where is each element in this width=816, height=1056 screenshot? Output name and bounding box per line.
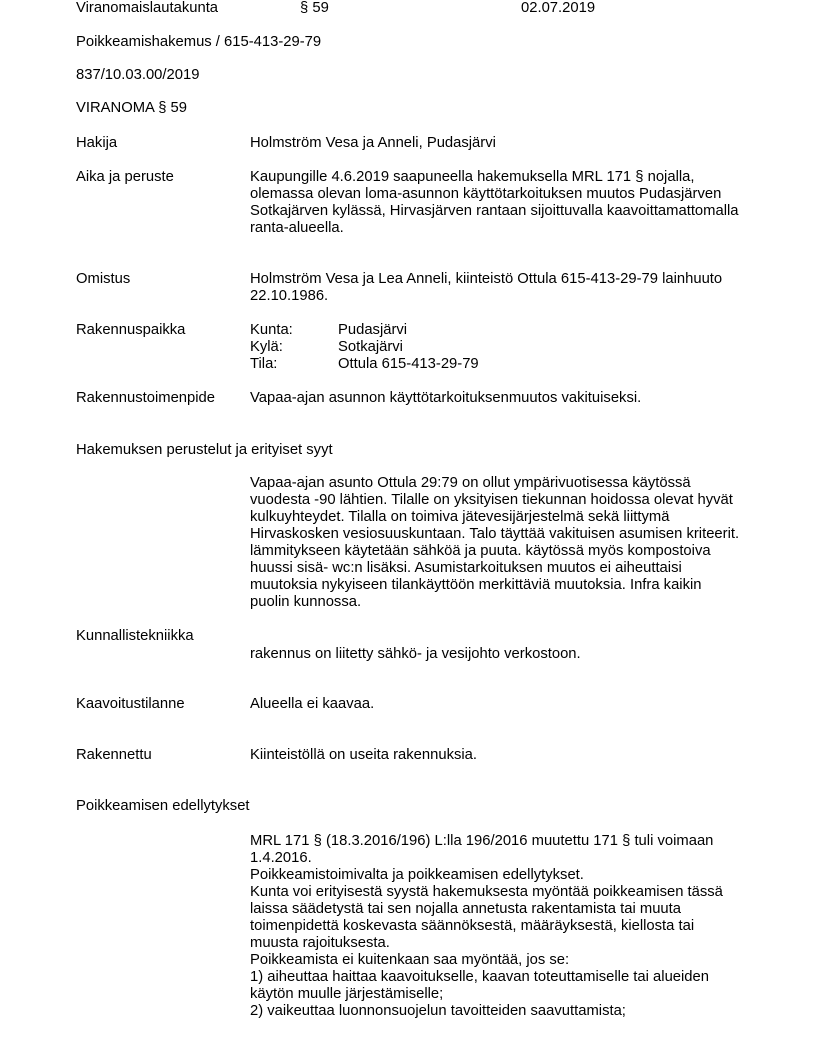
ownership-value	[250, 271, 722, 305]
text-line: Vapaa-ajan asunto Ottula 29:79 on ollut ympärivuotisessa käytössä	[250, 475, 691, 491]
built-value: Kiinteistöllä on useita rakennuksia.	[250, 747, 478, 763]
measure-value: Vapaa-ajan asunnon käyttötarkoituksenmuutos vakituiseksi.	[250, 390, 642, 406]
site-key-estate: Tila:	[250, 356, 278, 372]
conditions-text	[250, 833, 723, 1020]
site-value-municipality: Pudasjärvi	[338, 322, 408, 338]
built-label: Rakennettu	[76, 747, 152, 763]
zoning-value: Alueella ei kaavaa.	[250, 696, 375, 712]
utilities-label: Kunnallistekniikka	[76, 628, 194, 644]
ownership-label: Omistus	[76, 271, 131, 287]
text-line: käytön muulle järjestämiselle;	[250, 986, 444, 1002]
site-key-municipality: Kunta:	[250, 322, 293, 338]
text-line: Holmström Vesa ja Lea Anneli, kiinteistö Ottula 615-413-29-79 lainhuuto	[250, 271, 723, 287]
text-line: laissa säädetystä tai sen nojalla annetusta rakentamista tai muuta	[250, 901, 682, 917]
text-line: ranta-alueella.	[250, 220, 344, 236]
text-line: Hirvaskosken vesiosuuskuntaan. Talo täyttää vakituisen asumisen kriteerit.	[250, 526, 740, 542]
site-key-village: Kylä:	[250, 339, 283, 355]
text-line: Sotkajärven kylässä, Hirvasjärven rantaan sijoittuvalla kaavoittamattomalla	[250, 203, 739, 219]
text-line: huussi sisä- wc:n lisäksi. Asumistarkoituksen muutos ei aiheuttaisi	[250, 560, 682, 576]
text-line: 22.10.1986.	[250, 288, 329, 304]
section-number: § 59	[300, 0, 329, 16]
site-label: Rakennuspaikka	[76, 322, 186, 338]
text-line: Kunta voi erityisestä syystä hakemuksesta myöntää poikkeamisen tässä	[250, 884, 723, 900]
text-line: lämmitykseen käytetään sähköä ja puuta. käytössä myös kompostoiva	[250, 543, 711, 559]
text-line: Poikkeamistoimivalta ja poikkeamisen edellytykset.	[250, 867, 584, 883]
measure-label: Rakennustoimenpide	[76, 390, 216, 406]
case-title: Poikkeamishakemus / 615-413-29-79	[76, 34, 322, 50]
authority-section: VIRANOMA § 59	[76, 100, 188, 116]
applicant-label: Hakija	[76, 135, 118, 151]
grounds-text	[250, 475, 739, 611]
board-name: Viranomaislautakunta	[76, 0, 219, 16]
utilities-value: rakennus on liitetty sähkö- ja vesijohto verkostoon.	[250, 646, 581, 662]
text-line: olemassa olevan loma-asunnon käyttötarkoituksen muutos Pudasjärven	[250, 186, 722, 202]
site-value-estate: Ottula 615-413-29-79	[338, 356, 479, 372]
text-line: 1.4.2016.	[250, 850, 312, 866]
text-line: kulkuyhteydet. Tilalla on toimiva jätevesijärjestelmä sekä liittymä	[250, 509, 670, 525]
record-number: 837/10.03.00/2019	[76, 67, 200, 83]
text-line: 1) aiheuttaa haittaa kaavoitukselle, kaavan toteuttamiselle tai alueiden	[250, 969, 709, 985]
text-line: Kaupungille 4.6.2019 saapuneella hakemuksella MRL 171 § nojalla,	[250, 169, 695, 185]
conditions-heading: Poikkeamisen edellytykset	[76, 798, 250, 814]
text-line: toimenpidettä koskevasta säännöksestä, määräyksestä, kiellosta tai	[250, 918, 695, 934]
text-line: Poikkeamista ei kuitenkaan saa myöntää, jos se:	[250, 952, 570, 968]
text-line: 2) vaikeuttaa luonnonsuojelun tavoitteiden saavuttamista;	[250, 1003, 626, 1019]
text-line: vuodesta -90 lähtien. Tilalle on yksityisen tiekunnan hoidossa olevat hyvät	[250, 492, 733, 508]
text-line: muutoksia nykyiseen tilankäyttöön merkittäviä muutoksia. Infra kaikin	[250, 577, 702, 593]
site-value-village: Sotkajärvi	[338, 339, 403, 355]
meeting-date: 02.07.2019	[521, 0, 596, 16]
text-line: muusta rajoituksesta.	[250, 935, 390, 951]
text-line: MRL 171 § (18.3.2016/196) L:lla 196/2016 muutettu 171 § tuli voimaan	[250, 833, 714, 849]
timing-label: Aika ja peruste	[76, 169, 174, 185]
text-line: puolin kunnossa.	[250, 594, 362, 610]
timing-value	[250, 169, 739, 237]
zoning-label: Kaavoitustilanne	[76, 696, 185, 712]
grounds-heading: Hakemuksen perustelut ja erityiset syyt	[76, 442, 333, 458]
applicant-value: Holmström Vesa ja Anneli, Pudasjärvi	[250, 135, 496, 151]
